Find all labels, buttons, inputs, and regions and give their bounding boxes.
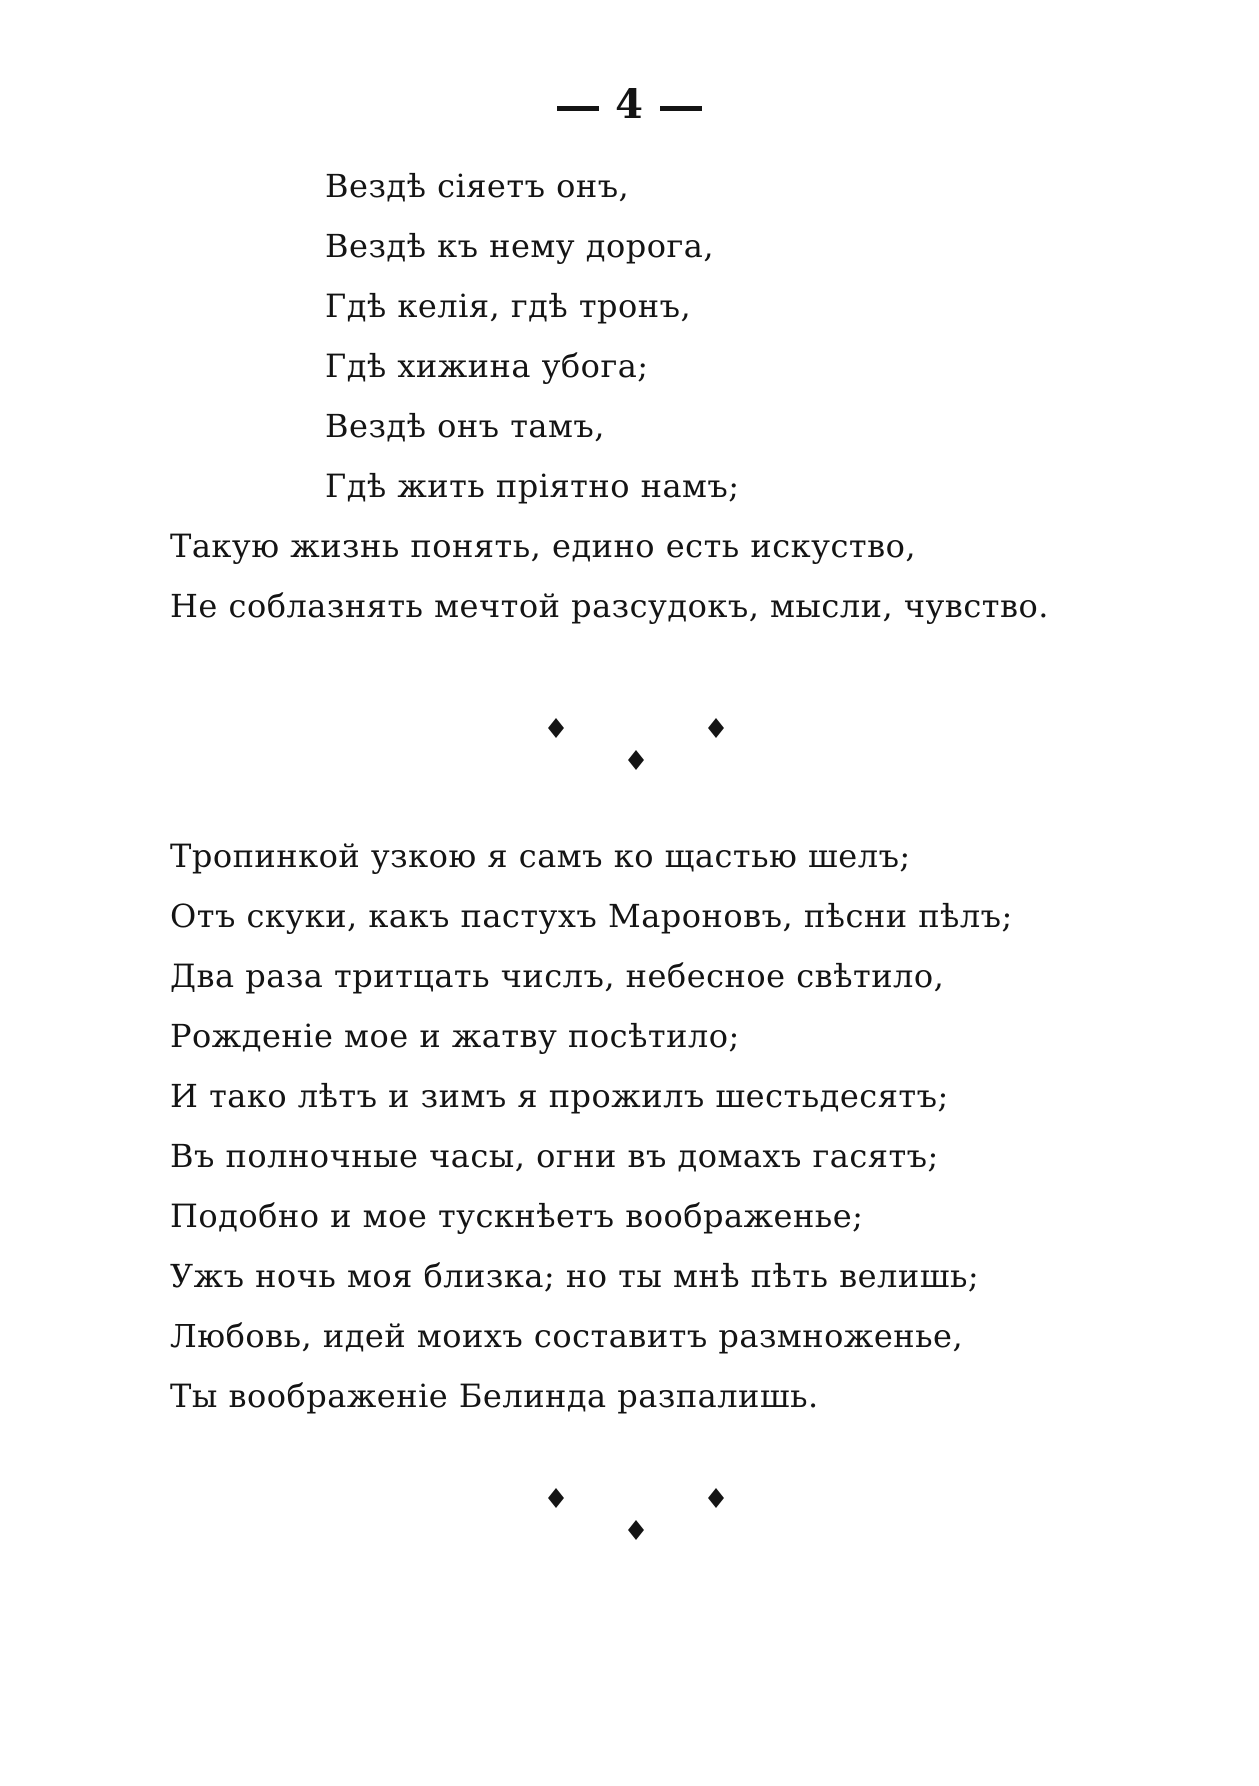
- verse-line: И тако лѣтъ и зимъ я прожилъ шестьдесятъ;: [170, 1077, 949, 1115]
- verse-line: Отъ скуки, какъ пастухъ Мароновъ, пѣсни пѣлъ;: [170, 897, 1013, 935]
- dash-right: [660, 106, 702, 111]
- verse-line: Подобно и мое тускнѣетъ воображенье;: [170, 1197, 864, 1235]
- three-diamond-fleuron-icon: [536, 1480, 736, 1550]
- verse-line: Вездѣ сіяетъ онъ,: [325, 167, 630, 205]
- verse-line: Ужъ ночь моя близка; но ты мнѣ пѣть велишь;: [170, 1257, 980, 1295]
- verse-line: Два раза тритцать числъ, небесное свѣтило,: [170, 957, 945, 995]
- verse-line: Вездѣ къ нему дорога,: [325, 227, 714, 265]
- stanza-1: [170, 156, 1049, 636]
- three-diamond-fleuron-icon: [536, 710, 736, 780]
- verse-line: Не соблазнять мечтой разсудокъ, мысли, чувство.: [170, 587, 1049, 625]
- verse-line: Въ полночные часы, огни въ домахъ гасятъ;: [170, 1137, 939, 1175]
- verse-line: Рожденіе мое и жатву посѣтило;: [170, 1017, 740, 1055]
- verse-line: Гдѣ хижина убога;: [325, 347, 649, 385]
- verse-line: Ты воображеніе Белинда разпалишь.: [170, 1377, 819, 1415]
- dash-left: [557, 106, 599, 111]
- verse-line: Такую жизнь понять, едино есть искуство,: [170, 527, 917, 565]
- verse-line: Вездѣ онъ тамъ,: [325, 407, 605, 445]
- page-number: [0, 80, 1259, 130]
- verse-line: Любовь, идей моихъ составитъ размноженье,: [170, 1317, 964, 1355]
- stanza-2: [170, 826, 1013, 1426]
- verse-line: Гдѣ жить пріятно намъ;: [325, 467, 740, 505]
- verse-line: Гдѣ келія, гдѣ тронъ,: [325, 287, 692, 325]
- page-number-value: 4: [615, 81, 644, 128]
- verse-line: Тропинкой узкою я самъ ко щастью шелъ;: [170, 837, 911, 875]
